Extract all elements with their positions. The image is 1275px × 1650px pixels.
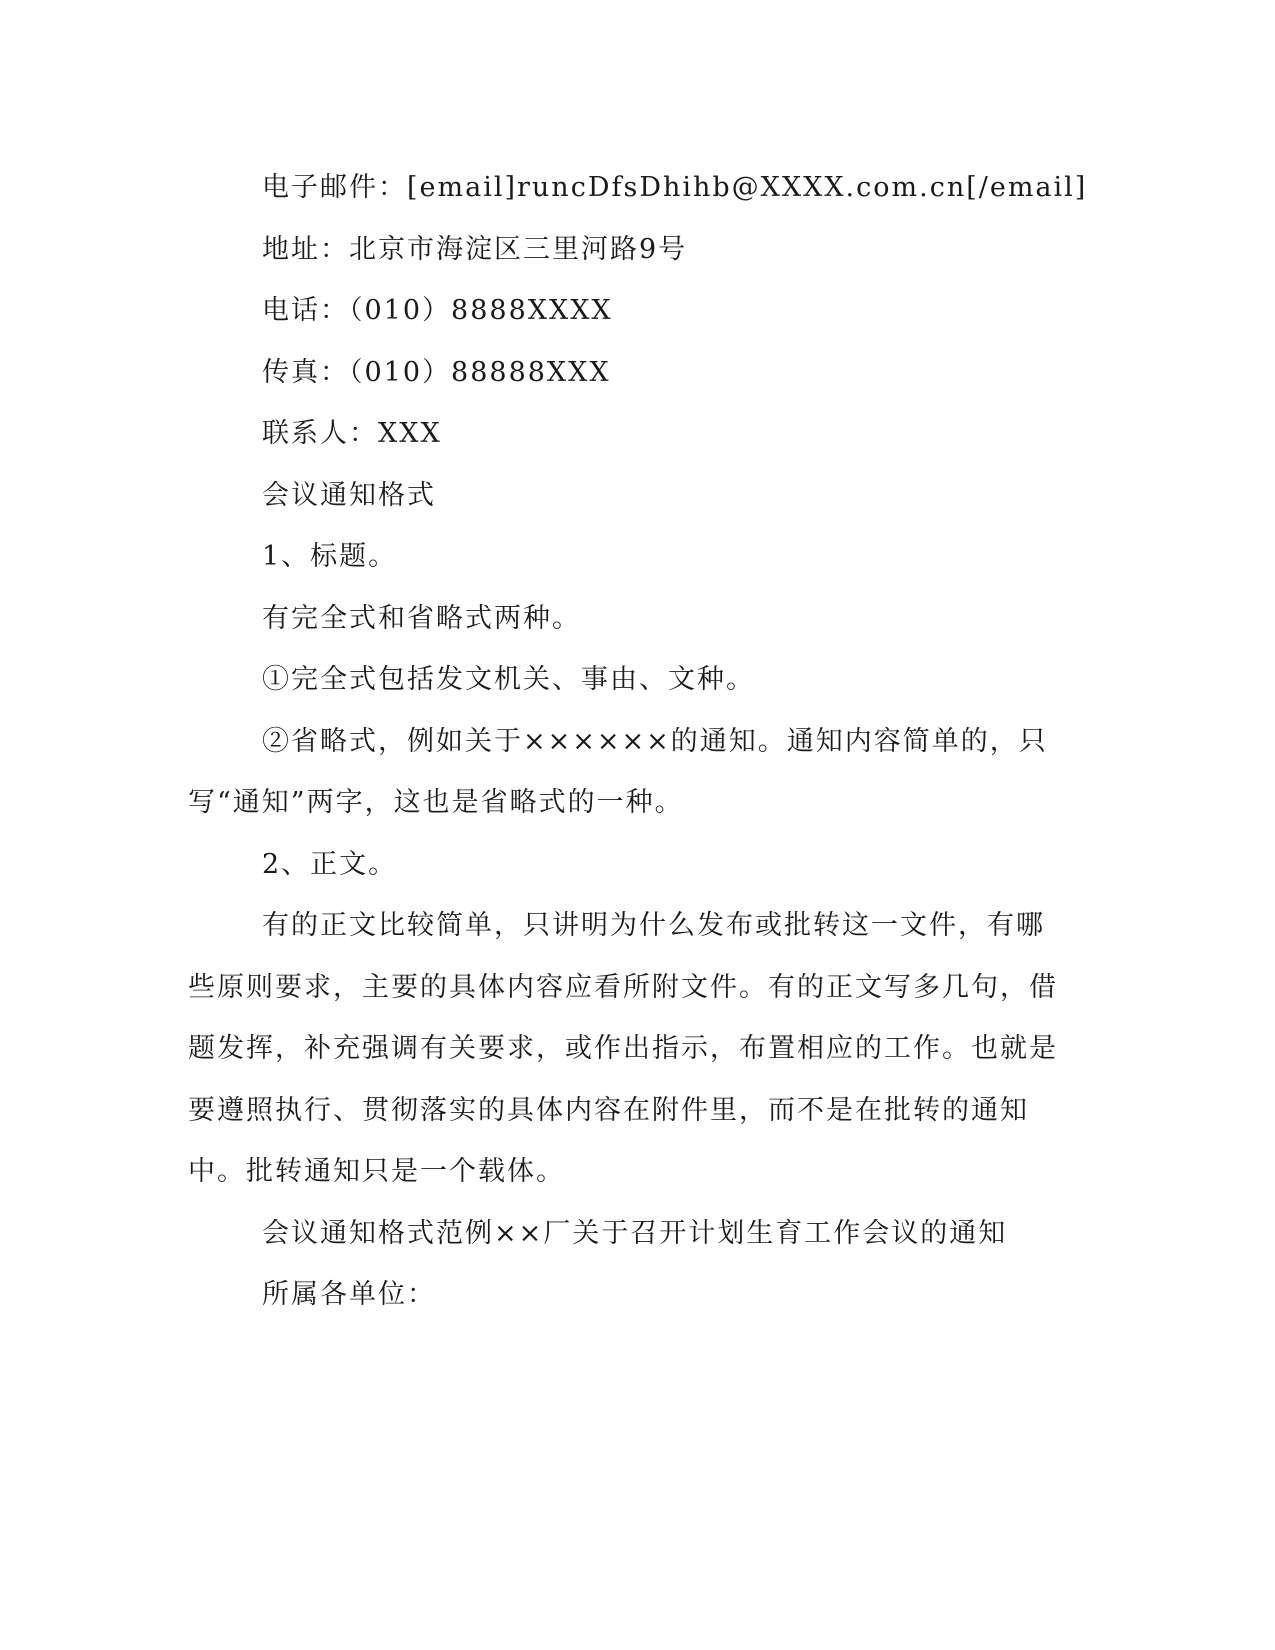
salutation-paragraph: 所属各单位： xyxy=(262,1279,436,1310)
item-heading-title: 1、标题。 xyxy=(262,541,398,572)
section-heading: 会议通知格式 xyxy=(262,479,436,511)
full-form-paragraph: ①完全式包括发文机关、事由、文种。 xyxy=(262,664,755,695)
phone-line: 电话：（010）8888XXXX xyxy=(262,295,613,326)
document-body xyxy=(188,157,1088,1326)
item-heading-body: 2、正文。 xyxy=(262,848,398,880)
email-line: 电子邮件：[email]runcDfsDhihb@XXXX.com.cn[/email] xyxy=(262,172,1088,203)
address-line: 地址：北京市海淀区三里河路9号 xyxy=(262,233,688,265)
example-title-paragraph: 会议通知格式范例××厂关于召开计划生育工作会议的通知 xyxy=(262,1217,1008,1249)
fax-line: 传真：（010）88888XXX xyxy=(262,356,611,388)
body-description-paragraph: 有的正文比较简单，只讲明为什么发布或批转这一文件，有哪些原则要求，主要的具体内容应看所附文件。有的正文写多几句，借题发挥，补充强调有关要求，或作出指示，布置相应的工作。也就是要遵照执行、贯彻落实的具体内容在附件里，而不是在批转的通知中。批转通知只是一个载体。 xyxy=(188,910,1058,1187)
short-form-paragraph: ②省略式，例如关于××××××的通知。通知内容简单的，只写“通知”两字，这也是省略式的一种。 xyxy=(188,725,1048,818)
contact-line: 联系人：XXX xyxy=(262,418,442,449)
title-types-paragraph: 有完全式和省略式两种。 xyxy=(262,602,581,634)
